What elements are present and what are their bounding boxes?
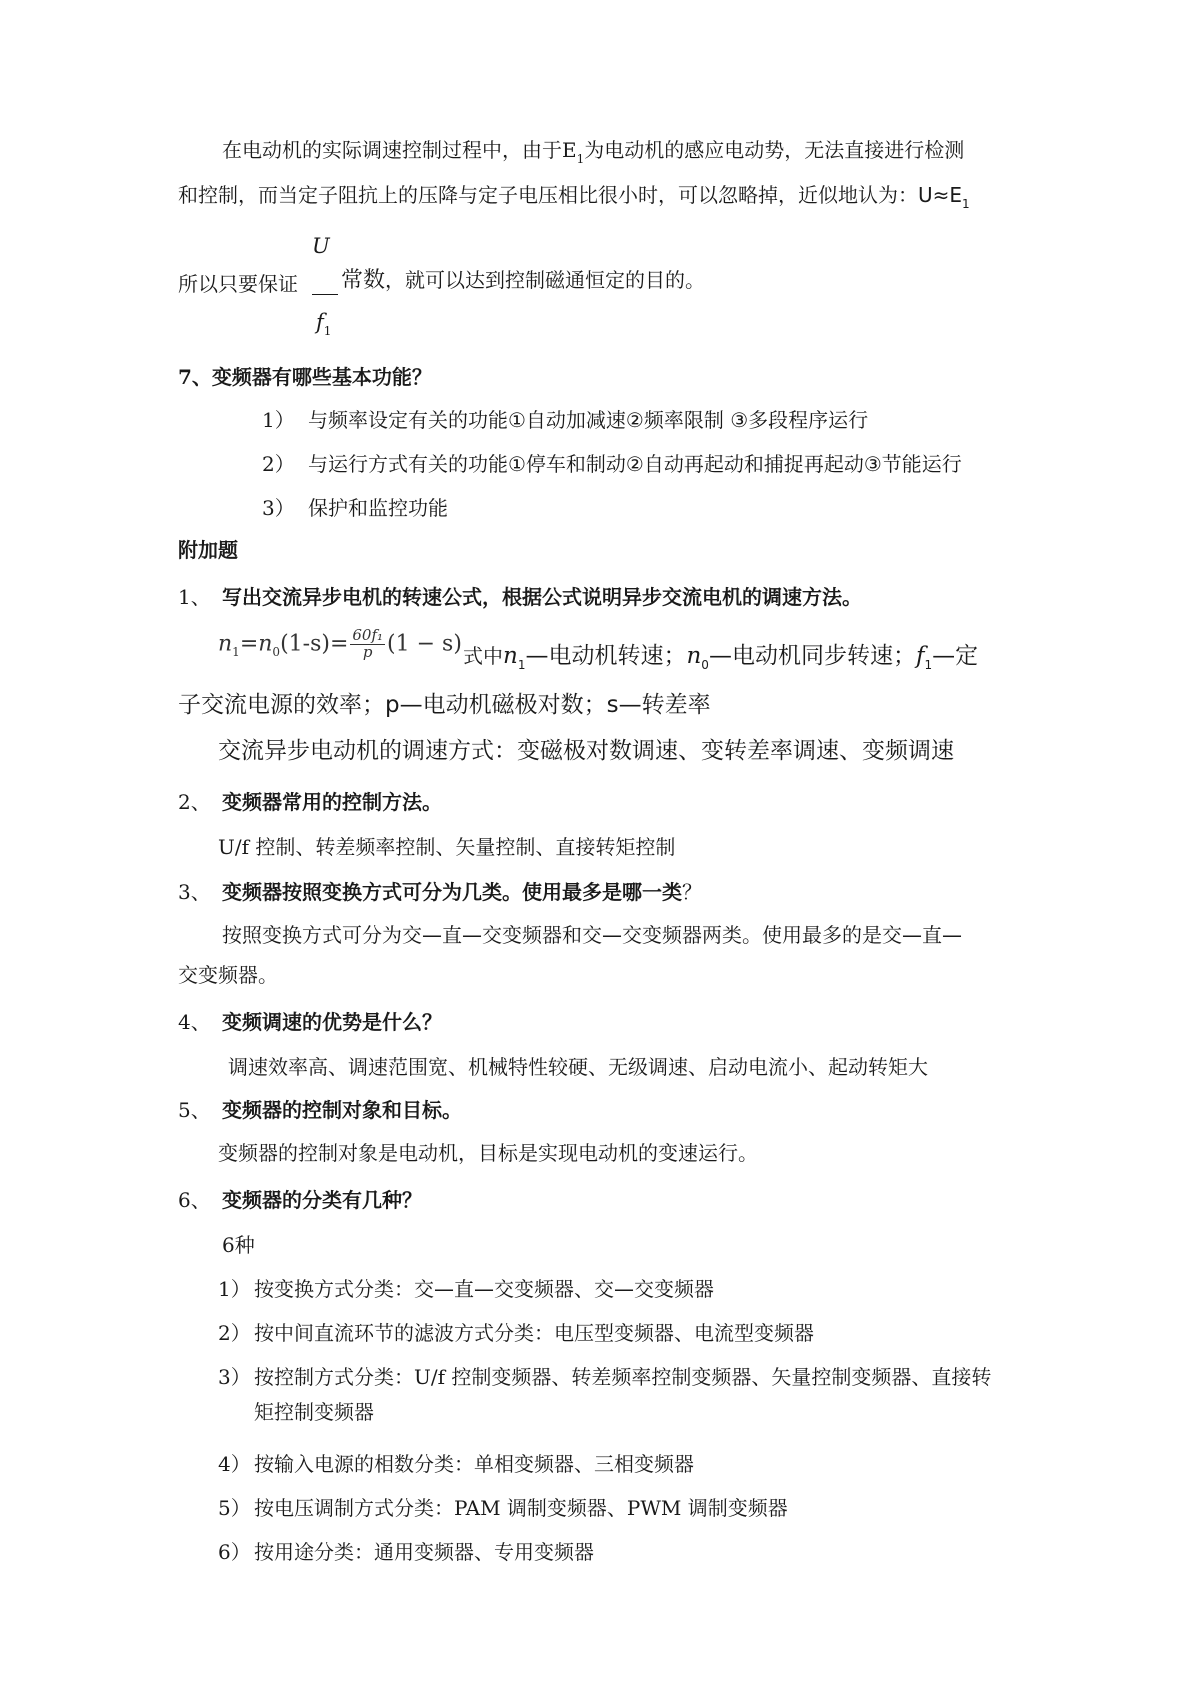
classification-item-5: 5） 按电压调制方式分类：PAM 调制变频器、PWM 调制变频器 bbox=[218, 1496, 788, 1520]
appendix-q5-answer: 变频器的控制对象是电动机，目标是实现电动机的变速运行。 bbox=[218, 1141, 758, 1165]
classification-item-3: 3） 按控制方式分类：U/f 控制变频器、转差频率控制变频器、矢量控制变频器、直接转 bbox=[218, 1365, 992, 1389]
appendix-q1-heading: 1、 写出交流异步电机的转速公式，根据公式说明异步交流电机的调速方法。 bbox=[178, 585, 862, 609]
classification-item-6: 6） 按用途分类：通用变频器、专用变频器 bbox=[218, 1540, 594, 1564]
classification-item-4: 4） 按输入电源的相数分类：单相变频器、三相变频器 bbox=[218, 1452, 694, 1476]
e-symbol: E bbox=[562, 138, 577, 162]
question-7-heading: 7、变频器有哪些基本功能？ bbox=[178, 365, 432, 389]
fraction-numerator: U bbox=[312, 234, 330, 258]
appendix-q6-heading: 6、 变频器的分类有几种？ bbox=[178, 1188, 422, 1212]
intro-line-3-post: 常数，就可以达到控制磁通恒定的目的。 bbox=[341, 268, 706, 293]
appendix-q5-heading: 5、 变频器的控制对象和目标。 bbox=[178, 1098, 462, 1122]
intro-line-1: 在电动机的实际调速控制过程中，由于$E_1$为电动机的感应电动势，无法直接进行检测 bbox=[222, 138, 965, 166]
appendix-q4-heading: 4、 变频调速的优势是什么？ bbox=[178, 1010, 442, 1034]
question-7-item-3: 3） 保护和监控功能 bbox=[262, 496, 448, 520]
appendix-q3-heading: 3、 变频器按照变换方式可分为几类。使用最多是哪一类？ bbox=[178, 880, 702, 904]
appendix-q4-answer: 调速效率高、调速范围宽、机械特性较硬、无级调速、启动电流小、起动转矩大 bbox=[228, 1055, 928, 1079]
appendix-q3-answer-line-2: 交变频器。 bbox=[178, 963, 278, 987]
appendix-q2-heading: 2、 变频器常用的控制方法。 bbox=[178, 790, 442, 814]
classification-item-3-continued: 矩控制变频器 bbox=[254, 1400, 374, 1424]
classification-item-1: 1） 按变换方式分类：交—直—交变频器、交—交变频器 bbox=[218, 1277, 714, 1301]
classification-item-2: 2） 按中间直流环节的滤波方式分类：电压型变频器、电流型变频器 bbox=[218, 1321, 814, 1345]
formula-fraction: $\frac{\text{60f₁}}{p}$ bbox=[352, 626, 384, 661]
appendix-q1-line-3: 交流异步电动机的调速方式：变磁极对数调速、变转差率调速、变频调速 bbox=[218, 738, 954, 764]
appendix-q1-line-2: 子交流电源的效率；p—电动机磁极对数；s—转差率 bbox=[178, 692, 711, 718]
fraction-denominator: $f_1$ bbox=[316, 310, 332, 338]
intro-line-3: 所以只要保证 bbox=[178, 272, 298, 296]
appendix-q2-answer: U/f 控制、转差频率控制、矢量控制、直接转矩控制 bbox=[218, 835, 676, 859]
formula-description: 式中$n_1—$电动机转速；$n_0—$电动机同步转速；$f_1—$定 bbox=[463, 643, 979, 672]
speed-formula: $n_1=n_0(1-s)=$ $\frac{\text{60f₁}}{p}$ (1 − s) bbox=[218, 626, 462, 661]
appendix-q3-answer-line-1: 按照变换方式可分为交—直—交变频器和交—交变频器两类。使用最多的是交—直— bbox=[222, 923, 962, 947]
intro-line-2: 和控制，而当定子阻抗上的压降与定子电压相比很小时，可以忽略掉，近似地认为：$U\approx E_1$ bbox=[178, 183, 970, 211]
appendix-title: 附加题 bbox=[178, 538, 238, 562]
fraction-bar bbox=[312, 294, 338, 295]
question-7-item-1: 1） 与频率设定有关的功能①自动加减速②频率限制 ③多段程序运行 bbox=[262, 408, 869, 432]
appendix-q6-count: 6种 bbox=[222, 1233, 255, 1257]
question-7-item-2: 2） 与运行方式有关的功能①停车和制动②自动再起动和捕捉再起动③节能运行 bbox=[262, 452, 962, 476]
